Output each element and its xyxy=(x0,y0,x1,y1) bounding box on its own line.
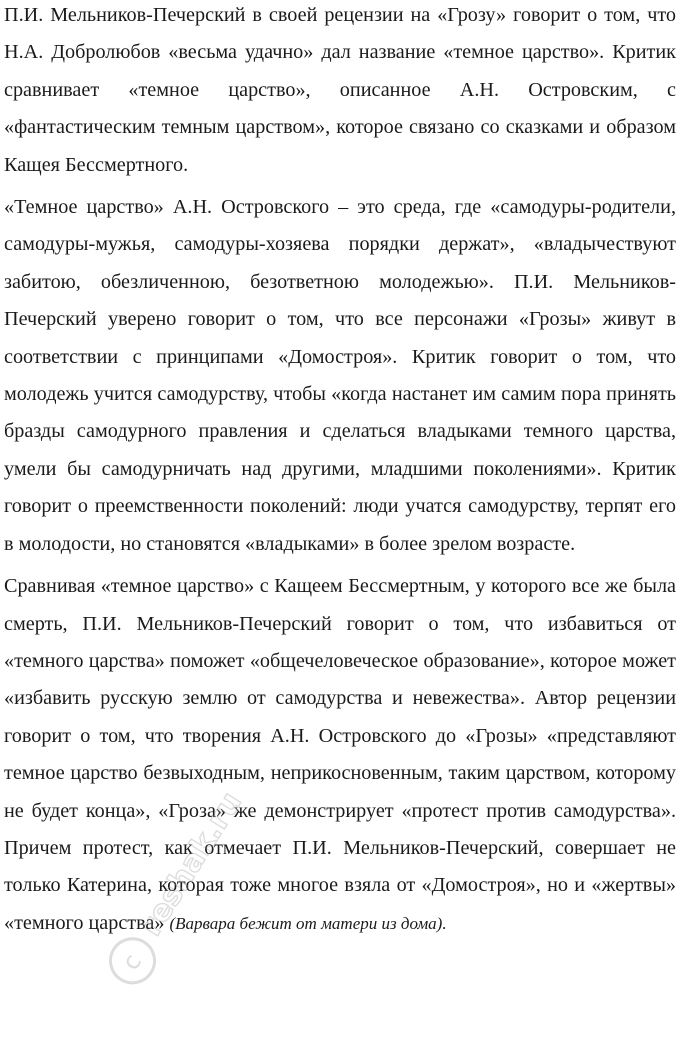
paragraph-1: П.И. Мельников-Печерский в своей рецензии на «Грозу» говорит о том, что Н.А. Добролюбов «весьма удачно» дал название «темное царство». Критик сравнивает «темное царство», описанное А.Н. Островским, с «фантастическим темным царством», которое связано со сказками и образом Кащея Бессмертного. xyxy=(4,4,676,176)
paragraph-2: «Темное царство» А.Н. Островского – это среда, где «самодуры-родители, самодуры-мужья, самодуры-хозяева порядки держат», «владычествуют забитою, обезличенною, безответною молодежью». П.И. Мельников-Печерский уверено говорит о том, что все персонажи «Грозы» живут в соответствии с принципами «Домостроя». Критик говорит о том, что молодежь учится самодурству, чтобы «когда настанет им самим пора принять бразды самодурного правления и сделаться владыками темного царства, умели бы самодурничать над другими, младшими поколениями». Критик говорит о преемственности поколений: люди учатся самодурству, терпят его в молодости, но становятся «владыками» в более зрелом возрасте. xyxy=(4,196,676,555)
watermark-text: reshak.ru xyxy=(133,786,249,943)
paragraph-3 xyxy=(4,568,676,942)
svg-text:c: c xyxy=(116,948,148,975)
paragraph-3-text: Сравнивая «темное царство» с Кащеем Бессмертным, у которого все же была смерть, П.И. Мельников-Печерский говорит о том, что избавиться от «темного царства» поможет «общечеловеческое образование», которое может «избавить русскую землю от самодурства и невежества». Автор рецензии говорит о том, что творения А.Н. Островского до «Грозы» «представляют темное царство безвыходным, неприкосновенным, таким царством, которому не будет конца», «Гроза» же демонстрирует «протест против самодурства». Причем протест, как отмечает П.И. Мельников-Печерский, совершает не только Катерина, которая тоже многое взяла от «Домостроя», но и «жертвы» «темного царства» xyxy=(4,575,676,934)
paragraph-3-note: (Варвара бежит от матери из дома). xyxy=(169,913,447,933)
